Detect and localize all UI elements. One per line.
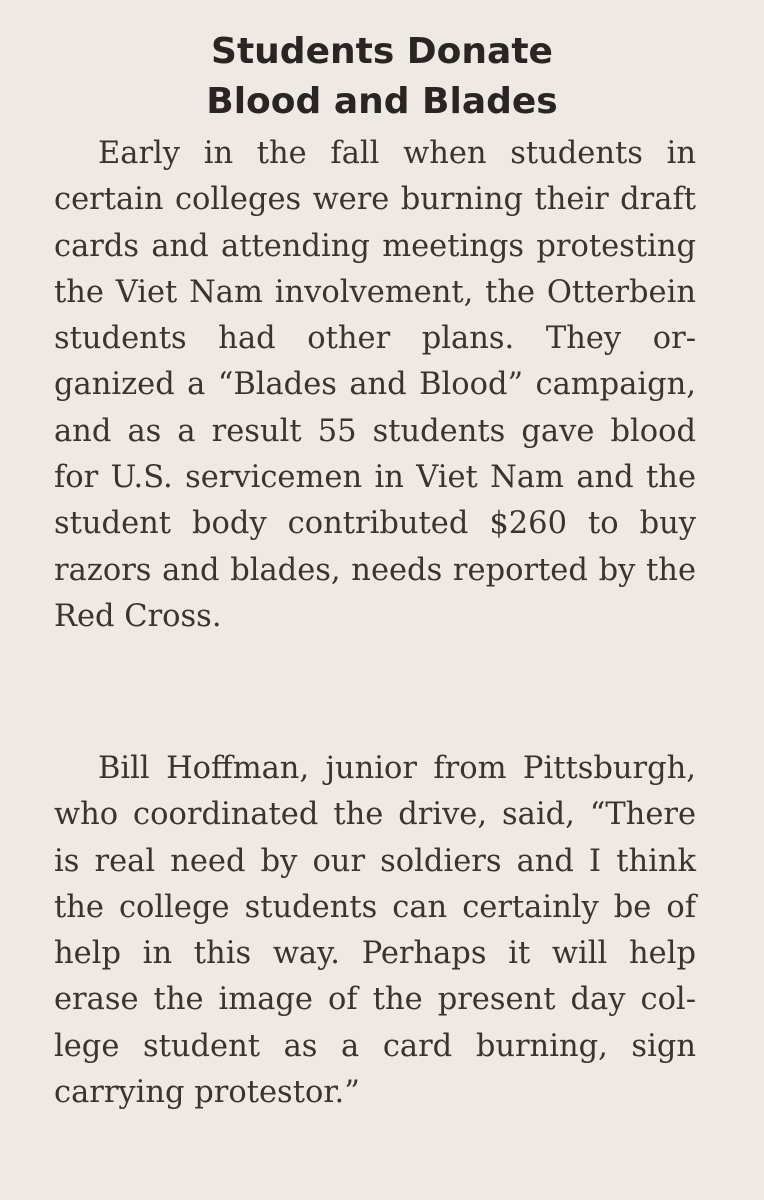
headline-line-2: Blood and Blades bbox=[206, 81, 558, 122]
article-paragraph-2: Bill Hoffman, junior from Pittsburgh, who coordinated the drive, said, “There is real need by our soldiers and I think the college students can certainly be of help in this way. Perhaps it will help erase the image of the present day college student as a card burning, sign carrying protestor.” bbox=[54, 751, 696, 1111]
headline-line-1: Students Donate bbox=[211, 31, 553, 72]
article-paragraph-1: Early in the fall when students in certain colleges were burning their draft cards and attending meetings protesting the Viet Nam involvement, the Otterbein students had other plans. They organized a “Blades and Blood” campaign, and as a result 55 students gave blood for U.S. servicemen in Viet Nam and the student body contributed $260 to buy razors and blades, needs reported by the Red Cross. bbox=[54, 136, 696, 634]
